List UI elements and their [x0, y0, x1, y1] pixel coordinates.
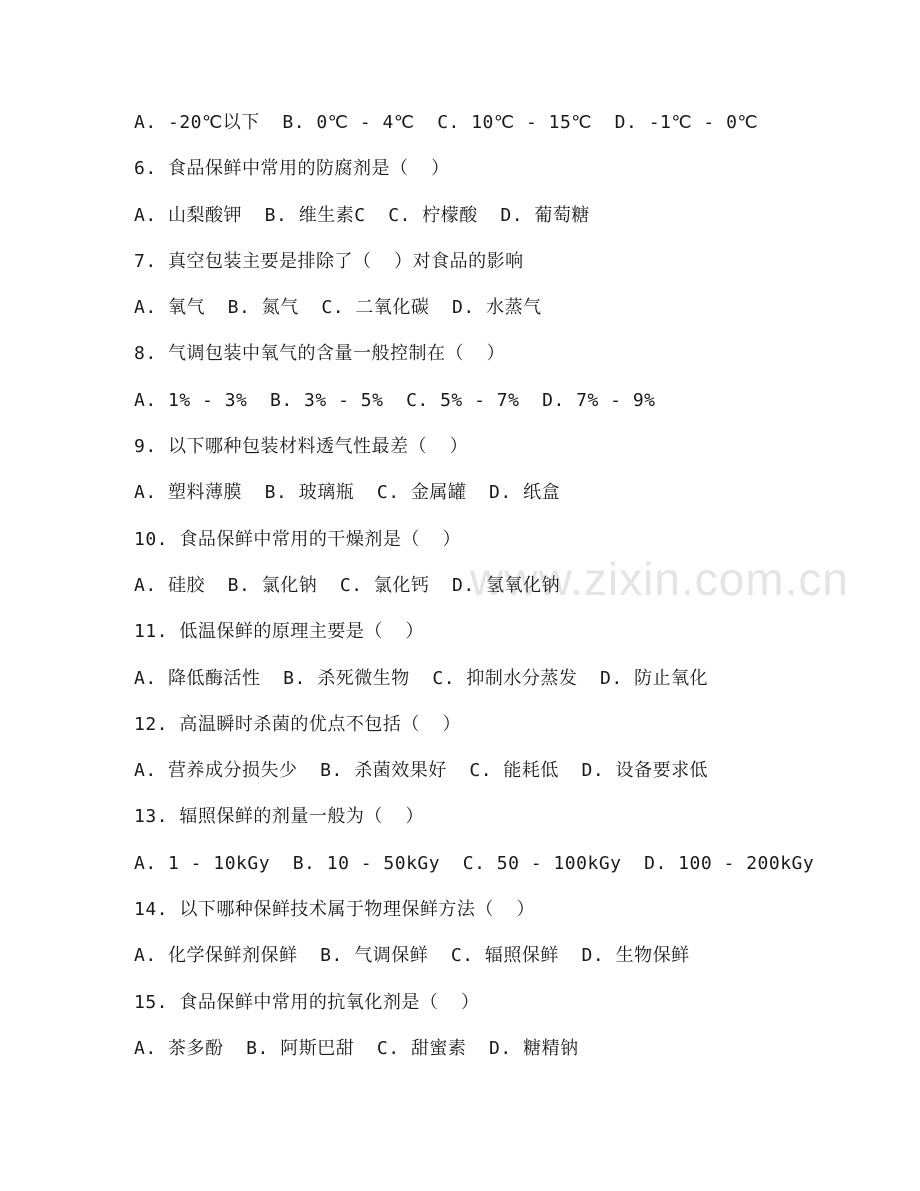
options-line-q15: A. 茶多酚 B. 阿斯巴甜 C. 甜蜜素 D. 糖精钠	[134, 1037, 579, 1059]
question-12: 12. 高温瞬时杀菌的优点不包括（ ）	[134, 713, 462, 735]
question-8: 8. 气调包装中氧气的含量一般控制在（ ）	[134, 343, 506, 365]
watermark: www.zixin.com.cn	[470, 553, 849, 605]
question-list	[134, 104, 854, 1076]
options-line-q10: A. 硅胶 B. 氯化钠 C. 氯化钙 D. 氢氧化钠	[134, 574, 561, 596]
options-line-q7: A. 氧气 B. 氮气 C. 二氧化碳 D. 水蒸气	[134, 297, 542, 319]
options-line-q12: A. 营养成分损失少 B. 杀菌效果好 C. 能耗低 D. 设备要求低	[134, 760, 709, 782]
question-9: 9. 以下哪种包装材料透气性最差（ ）	[134, 436, 469, 458]
options-line-q13: A. 1 - 10kGy B. 10 - 50kGy C. 50 - 100kGy D. 100 - 200kGy	[134, 852, 815, 874]
options-line-q9: A. 塑料薄膜 B. 玻璃瓶 C. 金属罐 D. 纸盒	[134, 482, 561, 504]
options-line-q5: A. -20℃以下 B. 0℃ - 4℃ C. 10℃ - 15℃ D. -1℃ - 0℃	[134, 112, 759, 133]
options-line-q11: A. 降低酶活性 B. 杀死微生物 C. 抑制水分蒸发 D. 防止氧化	[134, 667, 709, 689]
question-6: 6. 食品保鲜中常用的防腐剂是（ ）	[134, 158, 450, 180]
question-11: 11. 低温保鲜的原理主要是（ ）	[134, 621, 425, 643]
question-15: 15. 食品保鲜中常用的抗氧化剂是（ ）	[134, 991, 480, 1013]
options-line-q6: A. 山梨酸钾 B. 维生素C C. 柠檬酸 D. 葡萄糖	[134, 204, 590, 226]
options-line-q14: A. 化学保鲜剂保鲜 B. 气调保鲜 C. 辐照保鲜 D. 生物保鲜	[134, 945, 690, 967]
options-line-q8: A. 1% - 3% B. 3% - 5% C. 5% - 7% D. 7% - 9%	[134, 389, 656, 411]
question-13: 13. 辐照保鲜的剂量一般为（ ）	[134, 806, 425, 828]
question-14: 14. 以下哪种保鲜技术属于物理保鲜方法（ ）	[134, 899, 536, 921]
question-10: 10. 食品保鲜中常用的干燥剂是（ ）	[134, 528, 462, 550]
question-7: 7. 真空包装主要是排除了（ ）对食品的影响	[134, 250, 524, 272]
